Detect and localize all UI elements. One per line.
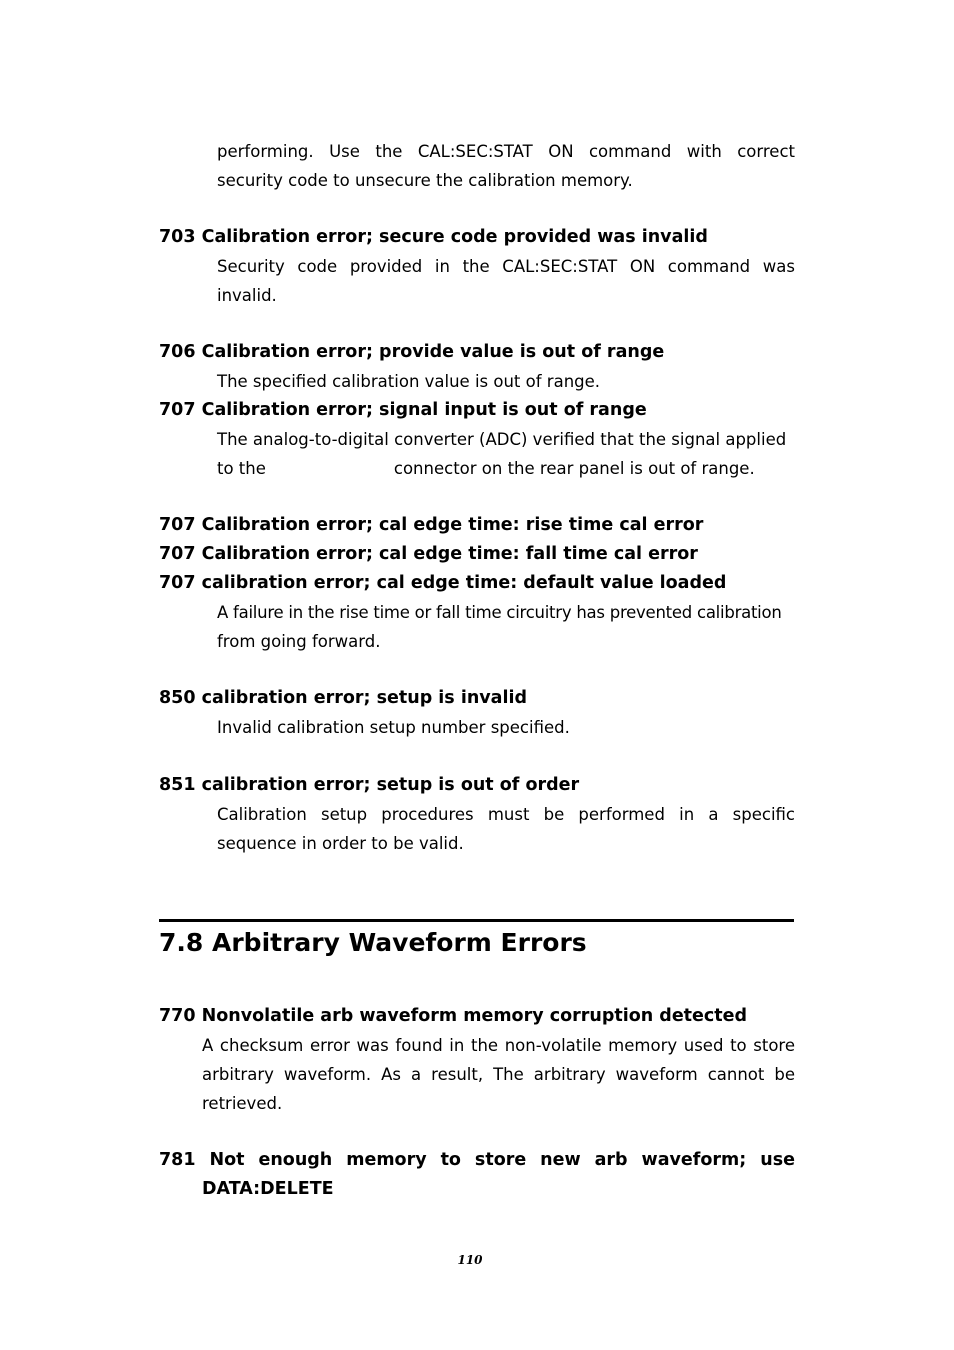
error-850-heading: 850 calibration error; setup is invalid [159,688,528,708]
error-781-heading-line-2: DATA:DELETE [202,1179,334,1199]
error-707-signal-line-1: The analog-to-digital converter (ADC) verified that the signal applied [217,430,787,449]
error-706-heading: 706 Calibration error; provide value is out of range [159,342,665,362]
error-770-heading: 770 Nonvolatile arb waveform memory corruption detected [159,1006,748,1026]
error-707-fall-heading: 707 Calibration error; cal edge time: fall time cal error [159,544,698,564]
error-707-rise-heading: 707 Calibration error; cal edge time: rise time cal error [159,515,704,535]
error-781-heading [159,1146,795,1204]
error-707-signal-line-2b: connector on the rear panel is out of range. [393,459,755,478]
error-770-line-2: arbitrary waveform. As a result, The arbitrary waveform cannot be [202,1065,795,1084]
error-703-heading: 703 Calibration error; secure code provided was invalid [159,227,708,247]
error-707-signal-heading: 707 Calibration error; signal input is out of range [159,400,647,420]
error-851-description [217,800,795,858]
error-850-line-1: Invalid calibration setup number specified. [217,718,570,737]
section-title: 7.8 Arbitrary Waveform Errors [159,928,587,957]
error-851-heading: 851 calibration error; setup is out of order [159,775,580,795]
error-851-line-2: sequence in order to be valid. [217,834,464,853]
error-703-line-1: Security code provided in the CAL:SEC:STAT ON command was [217,257,795,276]
intro-line-2: security code to unsecure the calibration memory. [217,171,633,190]
error-706-description [217,367,795,396]
error-707-signal-line-2a: to the [217,459,266,478]
error-706-line-1: The specified calibration value is out of range. [217,372,601,391]
error-707-signal-description [217,425,795,483]
error-707-edge-description [217,598,795,656]
error-703-description [217,252,795,310]
error-770-line-1: A checksum error was found in the non-volatile memory used to store [202,1036,795,1055]
error-850-description [217,713,795,742]
error-707-default-heading: 707 calibration error; cal edge time: default value loaded [159,573,727,593]
error-770-description [202,1031,795,1118]
page-number: 110 [457,1253,483,1267]
error-707-edge-line-1: A failure in the rise time or fall time circuitry has prevented calibration [217,603,782,622]
error-703-line-2: invalid. [217,286,277,305]
error-770-line-3: retrieved. [202,1094,283,1113]
error-707-edge-line-2: from going forward. [217,632,381,651]
intro-line-1: performing. Use the CAL:SEC:STAT ON command with correct [217,142,795,161]
section-divider [159,919,794,922]
error-707-signal-line-2 [217,454,795,483]
error-851-line-1: Calibration setup procedures must be performed in a specific [217,805,795,824]
intro-paragraph [217,137,795,195]
error-781-heading-line-1: 781 Not enough memory to store new arb waveform; use [159,1150,795,1170]
